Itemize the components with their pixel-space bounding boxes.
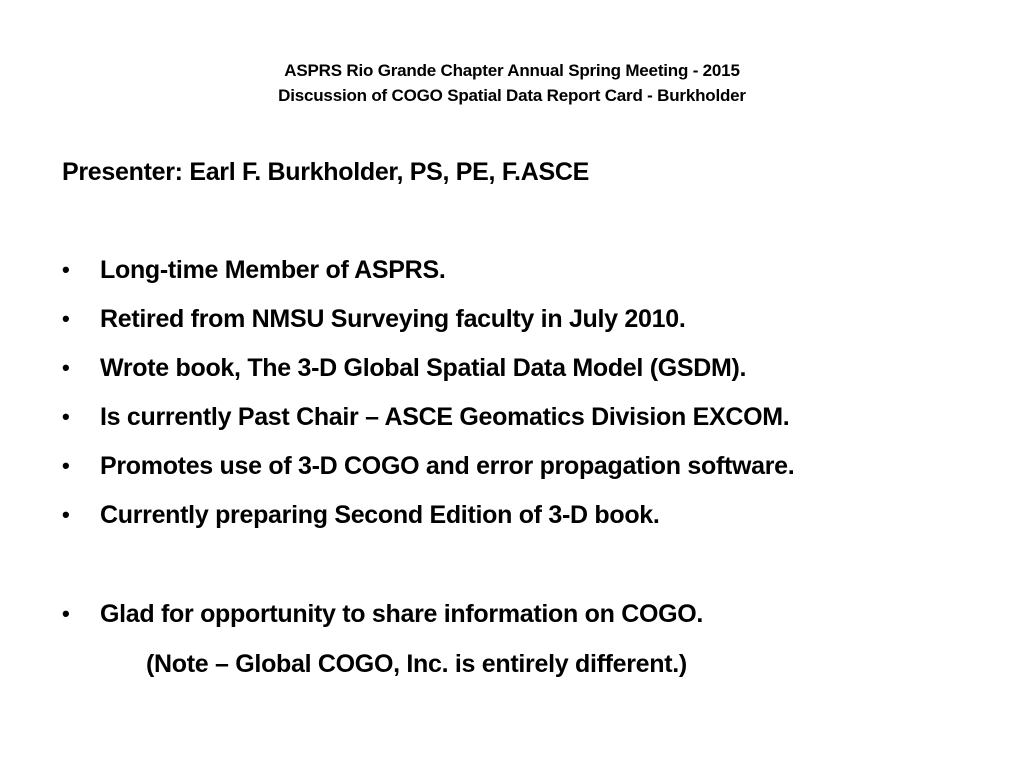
bullet-text: Wrote book, The 3-D Global Spatial Data Model (GSDM). xyxy=(100,354,747,382)
bullet-text: Promotes use of 3-D COGO and error propagation software. xyxy=(100,452,795,480)
bullet-dot: • xyxy=(62,306,70,331)
bullet-text: Currently preparing Second Edition of 3-D book. xyxy=(100,501,660,529)
slide-title xyxy=(0,58,1024,108)
bullet-dot: • xyxy=(62,601,70,626)
bullet-dot: • xyxy=(62,404,70,429)
note-text: (Note – Global COGO, Inc. is entirely different.) xyxy=(146,650,687,678)
bullet-dot: • xyxy=(62,502,70,527)
bullet-text: Is currently Past Chair – ASCE Geomatics Division EXCOM. xyxy=(100,403,790,431)
presenter-line: Presenter: Earl F. Burkholder, PS, PE, F.ASCE xyxy=(62,158,589,186)
bullet-text: Retired from NMSU Surveying faculty in July 2010. xyxy=(100,305,686,333)
bullet-dot: • xyxy=(62,355,70,380)
bullet-dot: • xyxy=(62,453,70,478)
closing-bullet-text: Glad for opportunity to share information on COGO. xyxy=(100,600,704,628)
title-line-1: ASPRS Rio Grande Chapter Annual Spring Meeting - 2015 xyxy=(284,61,740,80)
title-line-2: Discussion of COGO Spatial Data Report Card - Burkholder xyxy=(278,86,746,105)
bullet-text: Long-time Member of ASPRS. xyxy=(100,256,446,284)
bullet-dot: • xyxy=(62,257,70,282)
